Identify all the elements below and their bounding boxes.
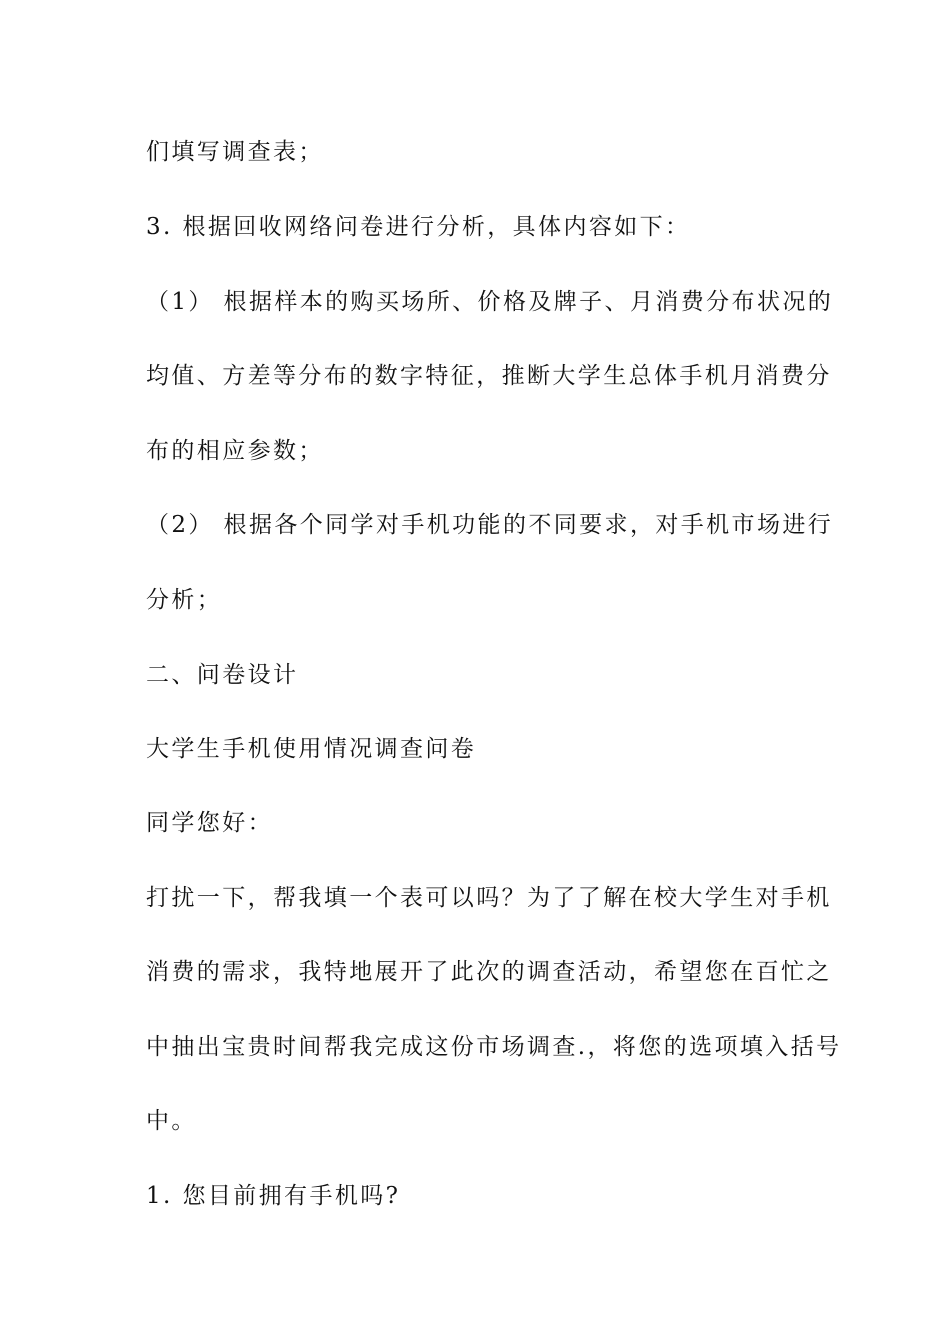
text-line-5: 布的相应参数； (146, 438, 324, 464)
text-line-7: 分析； (146, 587, 223, 613)
text-line-12: 消费的需求，我特地展开了此次的调查活动，希望您在百忙之 (146, 959, 832, 985)
text-line-14: 中。 (146, 1108, 197, 1134)
text-line-13: 中抽出宝贵时间帮我完成这份市场调查.，将您的选项填入括号 (146, 1034, 842, 1060)
question-1: 1. 您目前拥有手机吗? (146, 1183, 401, 1209)
text-line-2: 3. 根据回收网络问卷进行分析，具体内容如下： (146, 214, 691, 240)
text-line-3: （1） 根据样本的购买场所、价格及牌子、月消费分布状况的 (146, 289, 834, 315)
questionnaire-title: 大学生手机使用情况调查问卷 (146, 736, 477, 762)
text-line-6: （2） 根据各个同学对手机功能的不同要求，对手机市场进行 (146, 512, 834, 538)
text-line-11: 打扰一下，帮我填一个表可以吗？为了了解在校大学生对手机 (146, 885, 832, 911)
section-heading: 二、问卷设计 (146, 662, 299, 688)
text-line-4: 均值、方差等分布的数字特征，推断大学生总体手机月消费分 (146, 363, 832, 389)
text-line-1: 们填写调查表； (146, 139, 324, 165)
greeting-line: 同学您好： (146, 810, 273, 836)
